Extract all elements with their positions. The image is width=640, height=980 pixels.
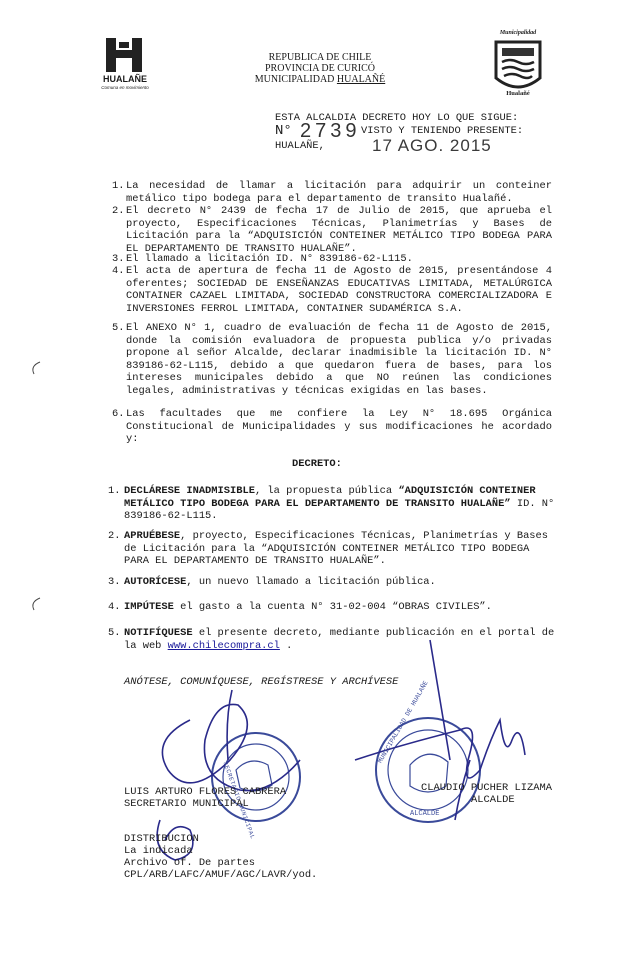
decreto-action: APRUÉBESE xyxy=(124,530,181,542)
considerando-number: 6. xyxy=(112,408,125,420)
considerando-text: Las facultades que me confiere la Ley N° 18.695 Orgánica Constitucional de Municipalidades y sus modificaciones he acordado y: xyxy=(126,408,552,445)
decreto-action: AUTORÍCESE xyxy=(124,576,187,588)
decreto-number: 2. xyxy=(108,530,121,542)
decreto-subject: “ADQUISICIÓN CONTEINER METÁLICO TIPO BODEGA PARA EL DEPARTAMENTO DE TRANSITO HUALAÑE” xyxy=(124,485,536,510)
closing-formula: ANÓTESE, COMUNÍQUESE, REGÍSTRESE Y ARCHÍVESE xyxy=(124,676,399,688)
decreto-action: DECLÁRESE INADMISIBLE xyxy=(124,485,255,497)
decreto-number: 4. xyxy=(108,601,121,613)
secretary-title: SECRETARIO MUNICIPAL xyxy=(124,798,249,810)
header-line-1: REPUBLICA DE CHILE xyxy=(268,52,372,63)
mayor-stamp-text: MUNICIPALIDAD DE HUALAÑE xyxy=(376,679,430,765)
logo-name: HUALAÑE xyxy=(103,74,147,84)
decreto-action: NOTIFÍQUESE xyxy=(124,627,193,639)
decreto-text-rest: ID. N° 839186-62-L115. xyxy=(124,497,555,522)
decreto-text: , la propuesta pública xyxy=(254,485,399,497)
considerando-number: 5. xyxy=(112,322,125,334)
decreto-title: DECRETO: xyxy=(292,458,342,470)
header-municipality: HUALAÑÉ xyxy=(336,74,386,85)
margin-mark xyxy=(33,362,40,374)
visto-line: VISTO Y TENIENDO PRESENTE: xyxy=(361,125,524,137)
considerando-text: La necesidad de llamar a licitación para adquirir un conteiner metálico tipo bodega para el departamento de transito Hualañé. xyxy=(126,180,552,205)
decreto-text: el presente decreto, mediante publicación en el portal de la web xyxy=(124,627,555,652)
decreto-action: IMPÚTESE xyxy=(124,601,174,613)
considerando-number: 2. xyxy=(112,205,125,217)
mayor-title: ALCALDE xyxy=(471,794,515,806)
header-line-2: PROVINCIA DE CURICÓ xyxy=(264,63,375,74)
mayor-name: CLAUDIO PUCHER LIZAMA xyxy=(421,782,552,794)
considerando-number: 3. xyxy=(112,253,125,265)
considerando-text: El llamado a licitación ID. N° 839186-62-L115. xyxy=(126,253,413,265)
decree-number-stamp: 2739 xyxy=(300,120,361,142)
place-label: HUALAÑE, xyxy=(275,140,325,152)
considerando-number: 4. xyxy=(112,265,125,277)
decree-number-label: N° xyxy=(275,123,292,139)
logo-tagline: Comuna en movimiento xyxy=(101,85,149,90)
considerando-text: El ANEXO N° 1, cuadro de evaluación de fecha 11 de Agosto de 2015, donde la comisión evaluadora de propuesta publica y/o privadas propone al señor Alcalde, declarar inadmisible la licitación ID. N° 839186-62-L115, debido a que quedaron fuera de bases, para los intereses municipales debido a que NO reúnen las condiciones legales, administrativas y técnicas exigidas en las bases. xyxy=(126,322,552,397)
considerando-text: El decreto N° 2439 de fecha 17 de Julio de 2015, que aprueba el proyecto, Especificaciones Técnicas, Planimetrías y Bases de Licitación para la “ADQUISICIÓN CONTEINER METÁLICO TIPO BODEGA PARA EL DEPARTAMENTO DE TRANSITO HUALAÑE”. xyxy=(126,205,552,255)
distribution-title: DISTRIBUCION xyxy=(124,833,199,845)
considerando-number: 1. xyxy=(112,180,125,192)
intro-line: ESTA ALCALDIA DECRETO HOY LO QUE SIGUE: xyxy=(275,112,519,124)
decreto-text: el gasto a la cuenta N° 31-02-004 “OBRAS CIVILES”. xyxy=(173,601,492,613)
crest-top-text: Municipalidad xyxy=(499,30,537,36)
distribution-line-1: La indicada xyxy=(124,845,193,857)
decreto-text: , un nuevo llamado a licitación pública. xyxy=(186,576,436,588)
secretary-stamp-text: SECRETARIO MUNICIPAL xyxy=(221,760,257,841)
chilecompra-link[interactable]: www.chilecompra.cl xyxy=(167,639,280,652)
secretary-name: LUIS ARTURO FLORES CABRERA xyxy=(124,786,287,798)
decreto-number: 5. xyxy=(108,627,121,639)
margin-mark xyxy=(33,598,40,610)
decreto-number: 1. xyxy=(108,485,121,497)
date-stamp: 17 AGO. 2015 xyxy=(372,136,492,155)
decreto-text-tail: . xyxy=(279,639,293,652)
mayor-stamp-bottom: ALCALDE xyxy=(410,810,440,818)
distribution-line-2: Archivo of. De partes xyxy=(124,857,255,869)
distribution-line-3: CPL/ARB/LAFC/AMUF/AGC/LAVR/yod. xyxy=(124,869,318,881)
decreto-number: 3. xyxy=(108,576,121,588)
crest-bottom-text: Hualañé xyxy=(506,90,530,97)
decreto-text: , proyecto, Especificaciones Técnicas, Planimetrías y Bases de Licitación para la “ADQUISICIÓN CONTEINER METÁLICO TIPO BODEGA PARA EL DEPARTAMENTO DE TRANSITO HUALAÑE”. xyxy=(124,530,549,567)
considerando-text: El acta de apertura de fecha 11 de Agosto de 2015, presentándose 4 oferentes; SOCIEDAD DE ENSEÑANZAS EDUCATIVAS LIMITADA, METALÚRGICA CONTAINER CAZAEL LIMITADA, SOCIEDAD CONSTRUCTORA COMERCIALIZADORA E INVERSIONES FERROL LIMITADA, CONTAINER SUDAMÉRICA S.A. xyxy=(126,265,552,315)
header-line-3-prefix: MUNICIPALIDAD xyxy=(254,74,337,85)
